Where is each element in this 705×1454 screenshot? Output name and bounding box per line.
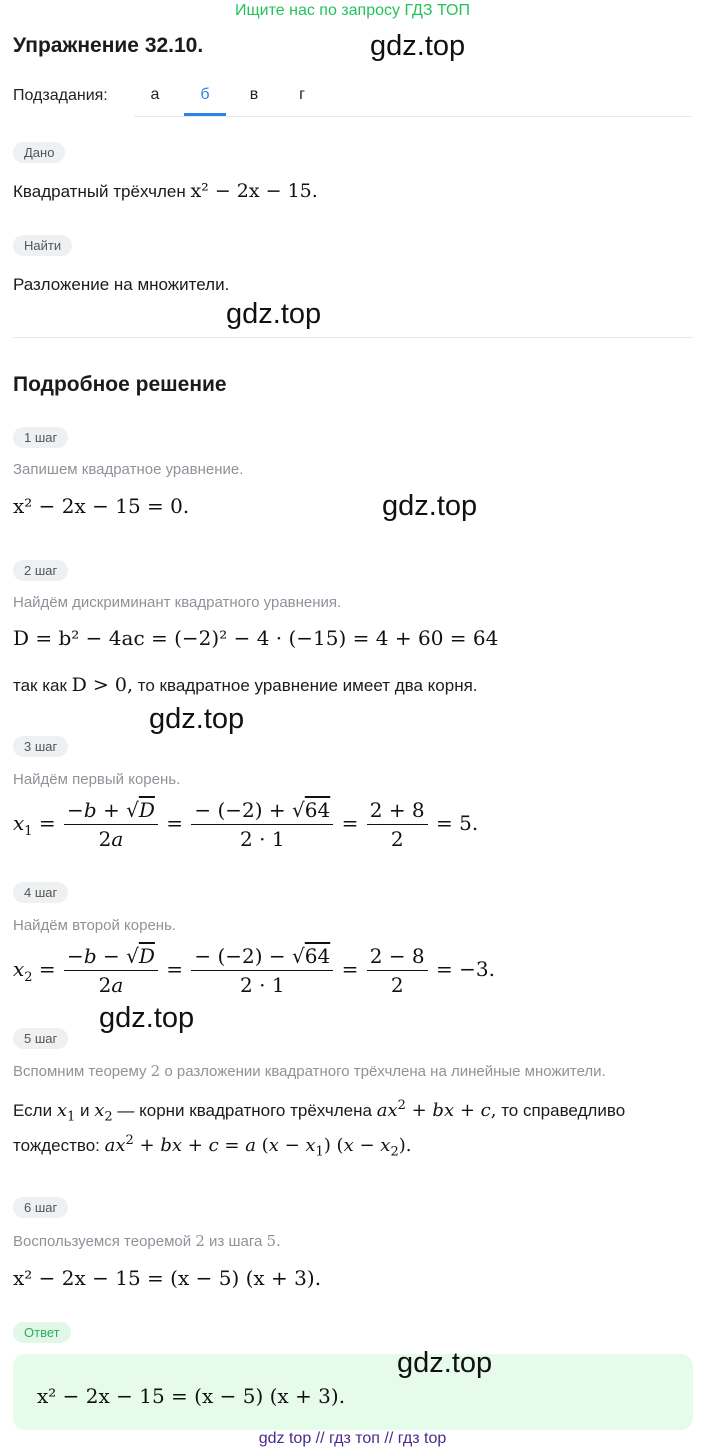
tab-v[interactable]: в xyxy=(249,86,259,103)
watermark: gdz.top xyxy=(370,30,466,62)
note-suffix: то квадратное уравнение имеет два корня. xyxy=(137,676,478,695)
step-2-caption: Найдём дискриминант квадратного уравнения. xyxy=(13,594,342,611)
solution-title: Подробное решение xyxy=(13,373,227,396)
step-1-caption: Запишем квадратное уравнение. xyxy=(13,461,244,478)
given-text xyxy=(13,180,318,202)
step-2-pill: 2 шаг xyxy=(13,560,68,581)
line-part: — корни квадратного трёхчлена xyxy=(117,1101,372,1120)
tab-a[interactable]: а xyxy=(150,86,160,103)
footer-separator: // xyxy=(315,1430,325,1447)
caption-theorem-number: 2 xyxy=(195,1232,205,1250)
step-3-equation: $x_1$ = $\frac{-b + √D}{2a}$ = $\frac{- (-2) + √64}{2 \cdot 1}$ = $\frac{2 + 8}{2}$ = 5. xyxy=(13,798,479,851)
note-prefix: так как xyxy=(13,676,67,695)
footer-link-2[interactable]: гдз топ xyxy=(329,1430,380,1447)
step-6-equation: x² − 2x − 15 = (x − 5) (x + 3). xyxy=(13,1266,322,1290)
answer-equation: x² − 2x − 15 = (x − 5) (x + 3). xyxy=(37,1384,346,1408)
step-1-pill: 1 шаг xyxy=(13,427,68,448)
footer-separator: // xyxy=(384,1430,394,1447)
page-title: Упражнение 32.10. xyxy=(13,34,204,57)
footer-link-1[interactable]: gdz top xyxy=(258,1430,312,1447)
note-condition: D > 0, xyxy=(71,674,134,696)
given-expr: x² − 2x − 15. xyxy=(190,180,318,202)
step-5-line-1: Если $x_1$ и $x_2$ — корни квадратного трёхчлена $ax^2$ + bx + c, то справедливо xyxy=(13,1098,626,1125)
given-pill: Дано xyxy=(13,142,65,163)
step-5-pill: 5 шаг xyxy=(13,1028,68,1049)
given-label: Квадратный трёхчлен xyxy=(13,182,186,201)
find-text: Разложение на множители. xyxy=(13,275,230,294)
tab-b[interactable]: б xyxy=(184,78,226,116)
line-part: и xyxy=(79,1101,90,1120)
watermark: gdz.top xyxy=(397,1347,493,1379)
subtasks-label: Подзадания: xyxy=(13,87,108,104)
subtask-tabs xyxy=(134,78,692,117)
divider xyxy=(13,337,693,338)
footer-link-3[interactable]: гдз top xyxy=(397,1430,447,1447)
step-3-caption: Найдём первый корень. xyxy=(13,771,181,788)
tab-g[interactable]: г xyxy=(299,86,305,103)
step-6-pill: 6 шаг xyxy=(13,1197,68,1218)
watermark: gdz.top xyxy=(226,298,322,330)
step-1-equation: x² − 2x − 15 = 0. xyxy=(13,494,190,518)
find-pill: Найти xyxy=(13,235,72,256)
caption-part: о разложении квадратного трёхчлена на линейные множители. xyxy=(164,1063,606,1080)
caption-theorem-number: 2 xyxy=(150,1062,161,1080)
watermark: gdz.top xyxy=(382,490,478,522)
step-5-line-2: тождество: $ax^2$ + bx + c = a $(x - x_1)$ $(x - x_2)$. xyxy=(13,1133,412,1160)
caption-part: из шага xyxy=(209,1233,263,1250)
caption-part: Воспользуемся теоремой xyxy=(13,1233,192,1250)
step-5-caption xyxy=(13,1062,606,1080)
line-part: то справедливо xyxy=(501,1101,626,1120)
step-3-pill: 3 шаг xyxy=(13,736,68,757)
watermark: gdz.top xyxy=(99,1002,195,1034)
promo-banner: Ищите нас по запросу ГДЗ ТОП xyxy=(235,2,470,19)
caption-step-number: 5. xyxy=(266,1232,281,1250)
step-6-caption xyxy=(13,1232,281,1250)
step-4-pill: 4 шаг xyxy=(13,882,68,903)
line-part: тождество: xyxy=(13,1136,100,1155)
line-part: Если xyxy=(13,1101,53,1120)
answer-pill: Ответ xyxy=(13,1322,71,1343)
step-2-note xyxy=(13,674,478,696)
caption-part: Вспомним теорему xyxy=(13,1063,147,1080)
watermark: gdz.top xyxy=(149,703,245,735)
step-4-caption: Найдём второй корень. xyxy=(13,917,177,934)
step-2-equation: D = b² − 4ac = (−2)² − 4 · (−15) = 4 + 60 = 64 xyxy=(13,626,499,650)
step-4-equation: $x_2$ = $\frac{-b - √D}{2a}$ = $\frac{- (-2) - √64}{2 \cdot 1}$ = $\frac{2 - 8}{2}$ = −3. xyxy=(13,944,495,997)
footer-links xyxy=(0,1430,705,1448)
